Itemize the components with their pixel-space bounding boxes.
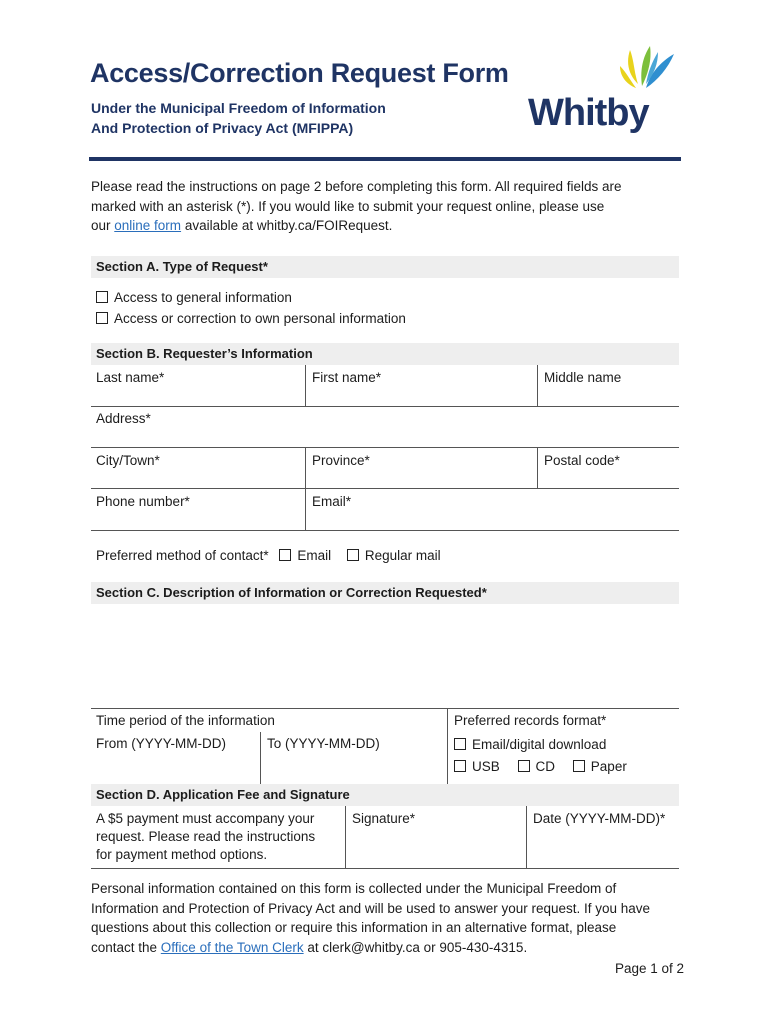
from-date-field[interactable]: From (YYYY-MM-DD): [96, 736, 226, 751]
address-field[interactable]: Address*: [96, 411, 151, 426]
intro-suffix: available at whitby.ca/FOIRequest.: [181, 218, 393, 233]
intro-line-3: [91, 216, 681, 236]
divider: [91, 406, 679, 407]
contact-method-row: [96, 548, 441, 563]
divider: [260, 732, 261, 784]
option-personal-info-label: Access or correction to own personal information: [114, 311, 406, 326]
privacy-line-4: [91, 938, 691, 958]
to-date-field[interactable]: To (YYYY-MM-DD): [267, 736, 380, 751]
divider: [447, 709, 448, 784]
privacy-notice: [91, 879, 691, 957]
privacy-suffix: at clerk@whitby.ca or 905-430-4315.: [303, 939, 528, 955]
subtitle-line-1: Under the Municipal Freedom of Information: [91, 100, 386, 116]
privacy-prefix: contact the: [91, 939, 161, 955]
whitby-logo: [528, 44, 688, 144]
province-field[interactable]: Province*: [312, 453, 370, 468]
page-title: Access/Correction Request Form: [90, 58, 509, 88]
checkbox-personal-info[interactable]: [96, 312, 108, 324]
option-personal-info[interactable]: [96, 311, 406, 326]
checkbox-general-info[interactable]: [96, 291, 108, 303]
signature-field[interactable]: Signature*: [352, 811, 416, 826]
first-name-field[interactable]: First name*: [312, 370, 382, 385]
city-field[interactable]: City/Town*: [96, 453, 160, 468]
privacy-line-3: questions about this collection or require this information in an alternative format, please: [91, 920, 617, 935]
format-physical-options: [454, 759, 627, 774]
checkbox-contact-email[interactable]: [279, 549, 291, 561]
format-usb-label: USB: [472, 759, 500, 774]
contact-mail-label: Regular mail: [364, 548, 441, 563]
privacy-line-1: Personal information contained on this form is collected under the Municipal Freedom of: [91, 881, 617, 896]
divider: [91, 868, 679, 869]
phone-field[interactable]: Phone number*: [96, 494, 190, 509]
fee-notice: [96, 810, 315, 864]
last-name-field[interactable]: Last name*: [96, 370, 165, 385]
format-email-option[interactable]: [454, 737, 606, 752]
divider: [537, 448, 538, 489]
format-paper-label: Paper: [590, 759, 627, 774]
divider: [526, 806, 527, 868]
divider: [91, 708, 679, 709]
contact-method-label: Preferred method of contact*: [96, 548, 269, 563]
description-textarea[interactable]: [91, 604, 679, 708]
checkbox-format-usb[interactable]: [454, 760, 466, 772]
checkbox-contact-mail[interactable]: [347, 549, 359, 561]
privacy-line-2: Information and Protection of Privacy Act and will be used to answer your request. If you have: [91, 900, 651, 916]
intro-text: [91, 177, 681, 236]
page-subtitle: [91, 98, 386, 138]
fee-line-2: request. Please read the instructions: [96, 829, 316, 844]
checkbox-format-email[interactable]: [454, 738, 466, 750]
section-b-heading: Section B. Requester’s Information: [91, 343, 679, 365]
section-c-heading: Section C. Description of Information or Correction Requested*: [91, 582, 679, 604]
format-email-label: Email/digital download: [472, 737, 607, 752]
option-general-info[interactable]: [96, 290, 292, 305]
postal-code-field[interactable]: Postal code*: [544, 453, 620, 468]
middle-name-field[interactable]: Middle name: [544, 370, 622, 385]
records-format-label: Preferred records format*: [454, 713, 607, 728]
logo-wordmark: Whitby: [528, 92, 649, 134]
divider: [305, 489, 306, 530]
town-clerk-link[interactable]: Office of the Town Clerk: [160, 939, 304, 955]
checkbox-format-cd[interactable]: [518, 760, 530, 772]
contact-email-label: Email: [297, 548, 332, 563]
subtitle-line-2: And Protection of Privacy Act (MFIPPA): [91, 120, 354, 136]
section-a-heading: Section A. Type of Request*: [91, 256, 679, 278]
option-general-info-label: Access to general information: [114, 290, 292, 305]
fee-line-1: A $5 payment must accompany your: [96, 811, 315, 826]
divider: [537, 365, 538, 407]
divider: [91, 447, 679, 448]
intro-line-2: marked with an asterisk (*). If you would like to submit your request online, please use: [91, 198, 605, 214]
intro-prefix: our: [91, 218, 115, 233]
online-form-link[interactable]: online form: [114, 218, 182, 233]
checkbox-format-paper[interactable]: [573, 760, 585, 772]
divider: [91, 488, 679, 489]
intro-line-1: Please read the instructions on page 2 before completing this form. All required fields are: [91, 179, 622, 194]
format-cd-label: CD: [535, 759, 556, 774]
divider: [345, 806, 346, 868]
fee-line-3: for payment method options.: [96, 847, 268, 862]
time-period-label: Time period of the information: [96, 713, 275, 728]
date-field[interactable]: Date (YYYY-MM-DD)*: [533, 811, 666, 826]
header-divider: [89, 157, 681, 161]
divider: [305, 448, 306, 489]
divider: [91, 530, 679, 531]
section-d-heading: Section D. Application Fee and Signature: [91, 784, 679, 806]
page-number: Page 1 of 2: [614, 961, 684, 976]
divider: [305, 365, 306, 407]
email-field[interactable]: Email*: [312, 494, 352, 509]
